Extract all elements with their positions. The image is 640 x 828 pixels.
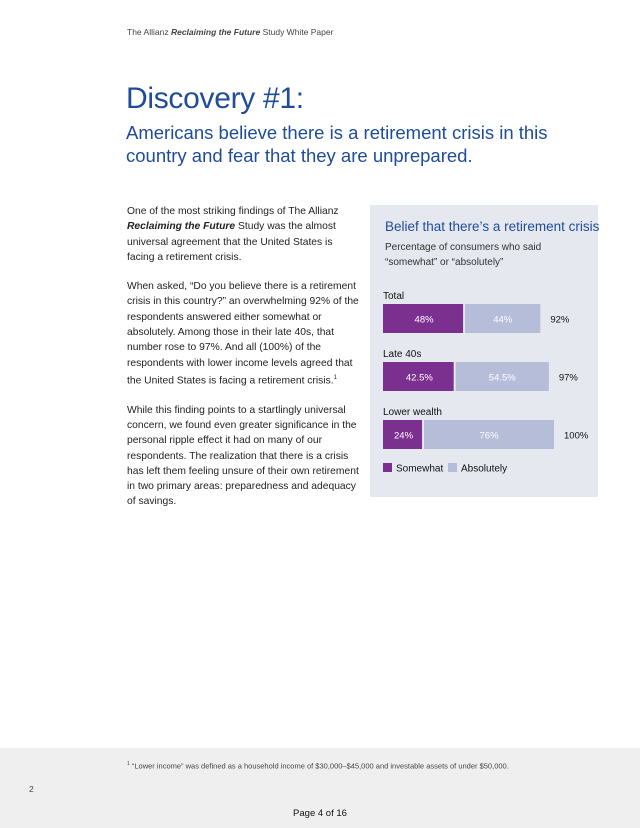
data-label-somewhat-0: 48% [414, 314, 434, 326]
data-label-absolutely-0: 44% [493, 314, 513, 326]
header-prefix: The Allianz [127, 27, 171, 37]
p1-text-end: Study was the almost universal agreement that the United States is facing a retirement crisis. [127, 221, 336, 263]
footnote-marker[interactable]: 1 [333, 374, 337, 381]
stacked-bar-chart [370, 205, 598, 497]
p2-text: When asked, “Do you believe there is a retirement crisis in this country?” an overwhelming 92% of the respondents answered either somewhat or absolutely. Among those in their late 40s, that number rose to 97%. And all (100%) of the respondents with lower income levels agreed that the United States is facing a retirement crisis. [127, 281, 359, 387]
p3-text: While this finding points to a startlingly universal concern, we found even greater significance in the personal ripple effect it had on many of our respondents. The realization that there is a crisis has left them feeling unsure of their own retirement in two primary areas: preparedness and adequacy of savings. [127, 404, 359, 508]
footnote-mark: 1 [127, 761, 130, 767]
total-label-0: 92% [550, 314, 570, 326]
paragraph-1 [127, 204, 359, 265]
chart-subtitle: Percentage of consumers who said “somewhat” or “absolutely” [385, 242, 542, 268]
page-subtitle: Americans believe there is a retirement crisis in this country and fear that they are unprepared. [126, 122, 548, 166]
data-label-somewhat-1: 42.5% [405, 372, 433, 384]
category-label-0: Total [383, 291, 405, 302]
page-title: Discovery #1: [126, 82, 304, 115]
paragraph-3 [127, 403, 359, 510]
paragraph-2 [127, 279, 359, 389]
data-label-absolutely-1: 54.5% [488, 372, 516, 384]
footnote-text: “Lower income” was defined as a household income of $30,000–$45,000 and investable assets of under $50,000. [129, 761, 509, 771]
p1-study-name: Reclaiming the Future [127, 221, 236, 233]
data-label-absolutely-2: 76% [479, 430, 499, 442]
total-label-1: 97% [558, 372, 578, 384]
chart-panel [370, 205, 598, 497]
viewer-page-indicator: Page 4 of 16 [293, 808, 347, 819]
body-text [127, 204, 359, 524]
footnote [127, 761, 509, 771]
total-label-2: 100% [564, 430, 589, 442]
p1-text-start: One of the most striking findings of The Allianz [127, 206, 339, 217]
data-label-somewhat-2: 24% [394, 430, 414, 442]
category-label-2: Lower wealth [383, 407, 442, 418]
header-suffix: Study White Paper [260, 27, 334, 37]
page-number: 2 [29, 784, 34, 794]
legend-label-absolutely: Absolutely [461, 463, 508, 475]
legend-swatch-somewhat [383, 463, 392, 472]
category-label-1: Late 40s [383, 349, 422, 360]
legend-swatch-absolutely [448, 463, 457, 472]
header-study-name: Reclaiming the Future [170, 27, 261, 37]
chart-title: Belief that there’s a retirement crisis [385, 219, 600, 234]
running-header [127, 27, 333, 37]
legend-label-somewhat: Somewhat [396, 463, 444, 475]
